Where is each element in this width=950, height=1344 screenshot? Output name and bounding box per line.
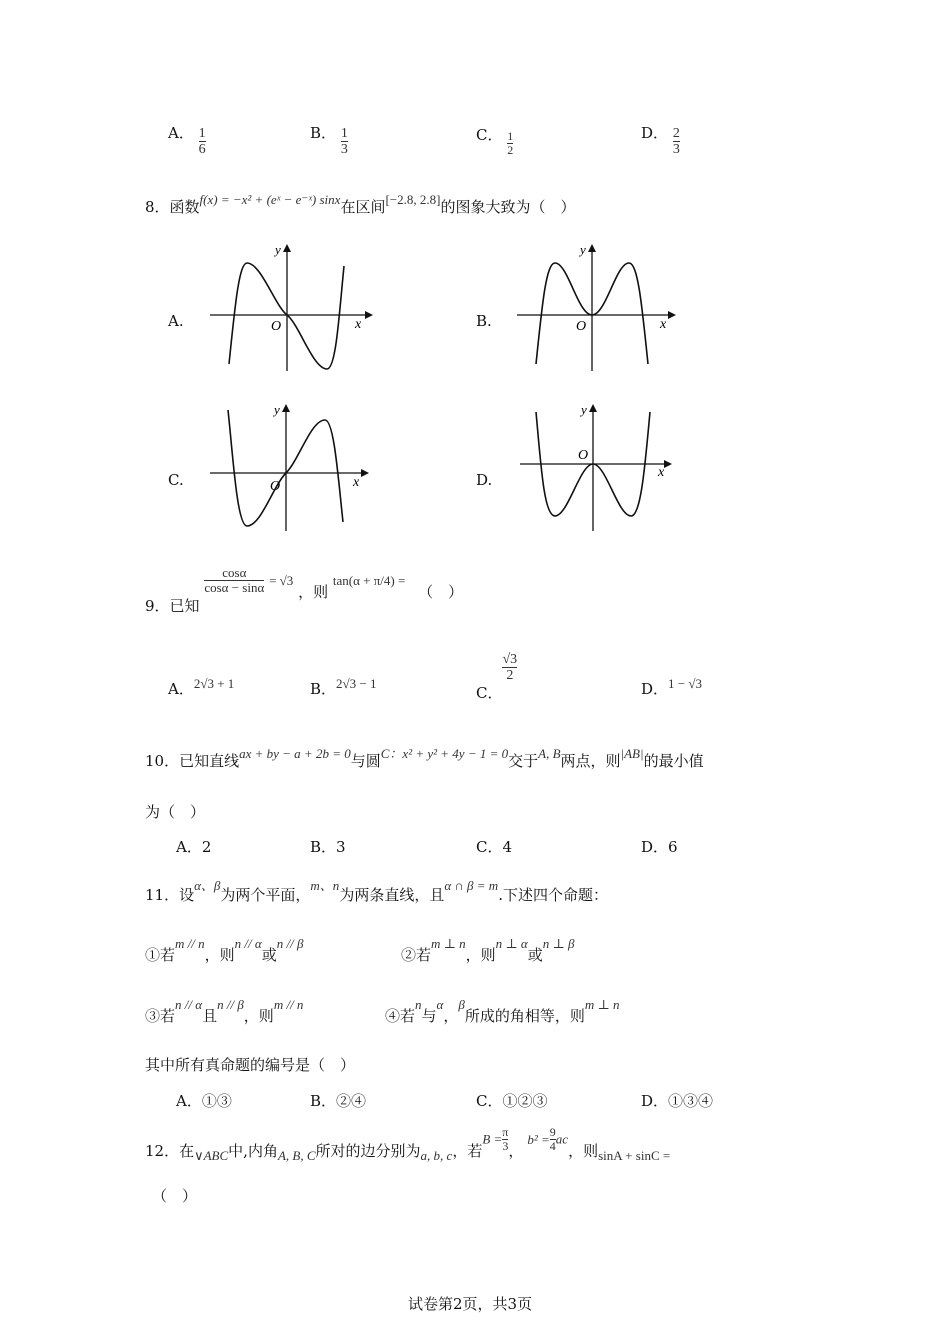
q11-proposition-1: ①若m // n，则n // α或n // β — [145, 936, 304, 964]
q8-formula: f(x) = −x² + (eˣ − e⁻ˣ) sinx — [199, 192, 341, 207]
q9-expression: tan(α + π/4) = — [332, 572, 406, 588]
fraction: $\frac{2}{3}$ — [672, 126, 680, 158]
q11-option-c[interactable]: C．①②③ — [476, 1092, 548, 1110]
q10-option-d[interactable]: D．6 — [641, 838, 678, 856]
q11-option-a[interactable]: A．①③ — [176, 1092, 232, 1110]
q11-option-b[interactable]: B．②④ — [310, 1092, 367, 1110]
q10-option-b[interactable]: B．3 — [310, 838, 346, 856]
q9-stem: 9．已知 $\frac{\cos\alpha}{\cos\alpha - \sin\alpha}$ = √3 ，则 tan(α + π/4) = （ ） — [145, 565, 464, 615]
y-axis-label: y — [275, 242, 281, 257]
q10-option-c[interactable]: C．4 — [476, 838, 513, 856]
graph-label-c[interactable]: C. — [168, 471, 184, 489]
q9-option-a[interactable]: A．2√3 + 1 — [168, 676, 235, 698]
origin-label: O — [270, 479, 281, 494]
q7-option-c[interactable] — [476, 125, 514, 158]
q9-option-d[interactable]: D．1 − √3 — [641, 676, 702, 698]
x-axis-label: x — [353, 475, 360, 490]
q9-fraction: $\frac{\cos\alpha}{\cos\alpha - \sin\alpha}$ — [204, 565, 265, 596]
q10-option-a[interactable]: A．2 — [176, 838, 212, 856]
q11-proposition-2: ②若m ⊥ n，则n ⊥ α或n ⊥ β — [401, 936, 575, 964]
y-axis-label: y — [274, 402, 280, 417]
y-axis-label: y — [581, 402, 587, 417]
q10-stem: 10．已知直线ax + by − a + 2b = 0与圆C：x² + y² + 4y − 1 = 0交于A, B两点，则|AB|的最小值 — [145, 746, 704, 770]
graph-d[interactable] — [512, 396, 682, 536]
option-label: A． — [168, 123, 194, 142]
fraction: $\frac{1}{6}$ — [198, 126, 206, 158]
y-axis-label: y — [580, 242, 586, 257]
q11-question: 其中所有真命题的编号是（ ） — [145, 1056, 356, 1074]
q11-stem: 11．设α、β为两个平面，m、n为两条直线，且α ∩ β = m.下述四个命题： — [145, 878, 608, 904]
q11-proposition-3: ③若n // α且n // β，则m // n — [145, 997, 304, 1025]
option-label: B． — [310, 123, 337, 142]
option-label: D． — [641, 123, 669, 142]
q8-stem: 8．函数f(x) = −x² + (eˣ − e⁻ˣ) sinx在区间[−2.8, 2.8]的图象大致为（ ） — [145, 192, 576, 216]
origin-label: O — [578, 448, 589, 463]
graph-label-d[interactable]: D. — [476, 471, 493, 489]
graph-label-a[interactable]: A. — [168, 312, 184, 330]
origin-label: O — [576, 319, 587, 334]
q8-interval: [−2.8, 2.8] — [385, 192, 441, 207]
q12-blank: （ ） — [152, 1187, 198, 1205]
graph-c[interactable] — [205, 396, 375, 536]
x-axis-label: x — [660, 317, 667, 332]
graph-b[interactable] — [512, 236, 682, 376]
q11-proposition-4: ④若n与α，β所成的角相等，则m ⊥ n — [385, 997, 620, 1025]
fraction: $\frac{1}{3}$ — [340, 126, 348, 158]
q7-option-b[interactable] — [310, 123, 348, 158]
q9-option-c[interactable]: C． $\frac{√3}{2}$ — [476, 652, 518, 702]
x-axis-label: x — [658, 465, 665, 480]
q7-option-d[interactable] — [641, 123, 680, 158]
page-footer: 试卷第2页，共3页 — [408, 1295, 533, 1313]
q10-stem-line2: 为（ ） — [145, 803, 206, 821]
q12-stem: 12．在∨ABC中,内角A, B, C所对的边分别为a, b, c，若B = $\frac{\pi}{3}$ ，b² = $\frac{9}{4}$ ac，则sinA + sinC = — [145, 1125, 671, 1163]
graph-label-b[interactable]: B. — [476, 312, 492, 330]
x-axis-label: x — [355, 317, 362, 332]
origin-label: O — [271, 319, 282, 334]
fraction: $\frac{1}{2}$ — [507, 129, 514, 158]
q9-option-b[interactable]: B．2√3 − 1 — [310, 676, 377, 698]
graph-a[interactable] — [205, 236, 375, 376]
q7-option-a[interactable] — [168, 123, 206, 158]
q11-option-d[interactable]: D．①③④ — [641, 1092, 714, 1110]
option-label: C． — [476, 125, 503, 144]
